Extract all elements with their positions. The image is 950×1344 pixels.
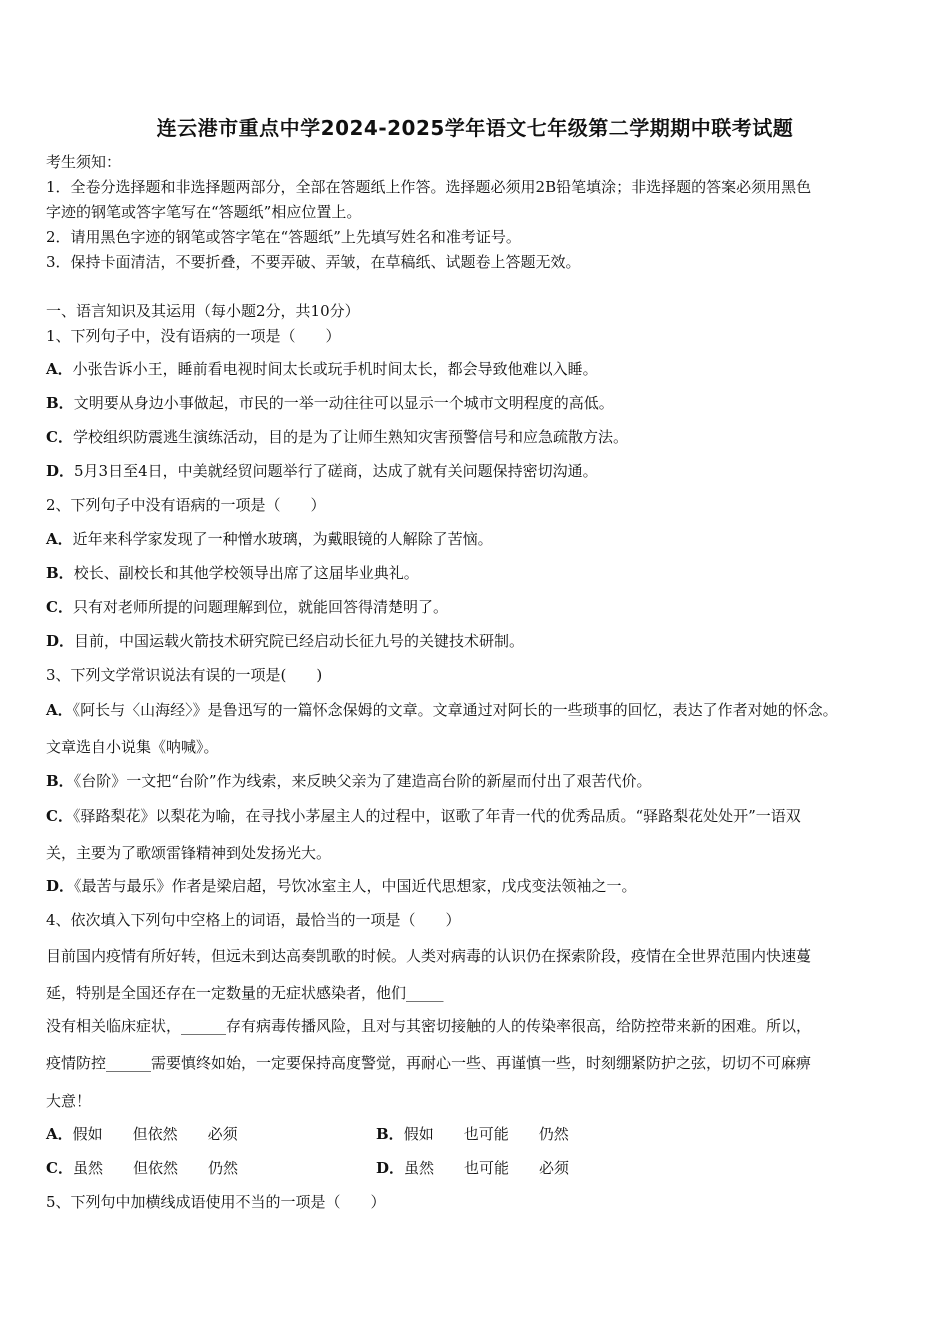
option-text: 《驿路梨花》以梨花为喻，在寻找小茅屋主人的过程中，讴歌了年青一代的优秀品质。“驿路梨花处处开”一语双 [72, 807, 801, 825]
option-label: A． [46, 360, 73, 378]
question-3-stem: 3、下列文学常识说法有误的一项是( ) [46, 666, 323, 684]
option-text: 《阿长与〈山海经〉》是鲁迅写的一篇怀念保姆的文章。文章通过对阿长的一些琐事的回忆，表达了作者对她的怀念。 [72, 701, 838, 719]
option-text: 目前，中国运载火箭技术研究院已经启动长征九号的关键技术研制。 [74, 632, 525, 650]
question-4-option-a [46, 1124, 238, 1144]
option-text: 只有对老师所提的问题理解到位，就能回答得清楚明了。 [72, 598, 448, 616]
option-label: A． [46, 530, 73, 548]
option-label: C． [46, 428, 73, 446]
question-2-option-b [46, 563, 419, 583]
option-text: 学校组织防震逃生演练活动，目的是为了让师生熟知灾害预警信号和应急疏散方法。 [72, 428, 628, 446]
option-label: B． [46, 772, 74, 790]
question-3-option-a [46, 700, 838, 720]
question-4-passage-line-2: 延，特别是全国还存在一定数量的无症状感染者，他们_____ [46, 984, 444, 1002]
question-1-stem: 1、下列句子中，没有语病的一项是（ ） [46, 327, 341, 345]
question-4-stem: 4、依次填入下列句中空格上的词语，最恰当的一项是（ ） [46, 911, 461, 929]
option-text: 近年来科学家发现了一种憎水玻璃，为戴眼镜的人解除了苦恼。 [72, 530, 493, 548]
notice-line-2: 字迹的钢笔或答字笔写在“答题纸”相应位置上。 [46, 203, 362, 221]
question-3-option-c-cont: 关，主要为了歌颂雷锋精神到处发扬光大。 [46, 844, 332, 862]
question-3-option-b [46, 771, 652, 791]
notice-heading: 考生须知： [46, 153, 122, 171]
option-word: 必须 [207, 1125, 238, 1143]
option-label: C． [46, 598, 73, 616]
option-text: 《最苦与最乐》作者是梁启超，号饮冰室主人，中国近代思想家，戊戌变法领袖之一。 [74, 877, 637, 895]
option-word: 虽然 [404, 1159, 435, 1177]
question-3-option-c [46, 806, 801, 826]
option-word: 仍然 [538, 1125, 569, 1143]
section-heading: 一、语言知识及其运用（每小题2分，共10分） [46, 302, 360, 320]
option-label: B． [376, 1125, 404, 1143]
exam-title: 连云港市重点中学2024-2025学年语文七年级第二学期期中联考试题 [156, 116, 794, 140]
question-2-option-a [46, 529, 493, 549]
option-word: 假如 [403, 1125, 434, 1143]
question-4-passage-line-1: 目前国内疫情有所好转，但远未到达高奏凯歌的时候。人类对病毒的认识仍在探索阶段，疫情在全世界范围内快速蔓 [46, 947, 812, 965]
option-word: 但依然 [132, 1125, 178, 1143]
question-2-option-d [46, 631, 524, 651]
option-text: 文明要从身边小事做起，市民的一举一动往往可以显示一个城市文明程度的高低。 [73, 394, 614, 412]
option-text: 5月3日至4日，中美就经贸问题举行了磋商，达成了就有关问题保持密切沟通。 [74, 462, 598, 480]
option-label: A． [46, 1125, 73, 1143]
option-text: 校长、副校长和其他学校领导出席了这届毕业典礼。 [73, 564, 419, 582]
option-label: B． [46, 394, 74, 412]
option-word: 但依然 [132, 1159, 178, 1177]
option-label: B． [46, 564, 74, 582]
notice-line-3: 2．请用黑色字迹的钢笔或答字笔在“答题纸”上先填写姓名和准考证号。 [46, 228, 521, 246]
option-word: 假如 [72, 1125, 103, 1143]
question-5-stem: 5、下列句中加横线成语使用不当的一项是（ ） [46, 1193, 386, 1211]
option-word: 也可能 [463, 1125, 509, 1143]
notice-line-1: 1．全卷分选择题和非选择题两部分，全部在答题纸上作答。选择题必须用2B铅笔填涂；非选择题的答案必须用黑色 [46, 178, 812, 196]
question-1-option-a [46, 359, 598, 379]
option-text: 《台阶》一文把“台阶”作为线索，来反映父亲为了建造高台阶的新屋而付出了艰苦代价。 [73, 772, 652, 790]
option-label: C． [46, 1159, 73, 1177]
option-word: 也可能 [464, 1159, 510, 1177]
question-2-stem: 2、下列句子中没有语病的一项是（ ） [46, 496, 326, 514]
option-text: 小张告诉小王，睡前看电视时间太长或玩手机时间太长，都会导致他难以入睡。 [72, 360, 598, 378]
question-4-passage-line-4: 疫情防控______需要慎终如始，一定要保持高度警觉，再耐心一些、再谨慎一些，时刻绷紧防护之弦，切切不可麻痹 [46, 1054, 812, 1072]
option-label: A． [46, 701, 73, 719]
question-4-passage-line-3: 没有相关临床症状，______存有病毒传播风险，且对与其密切接触的人的传染率很高，给防控带来新的困难。所以， [46, 1017, 812, 1035]
option-word: 虽然 [72, 1159, 103, 1177]
question-1-option-d [46, 461, 598, 481]
option-word: 必须 [539, 1159, 570, 1177]
option-label: C． [46, 807, 73, 825]
question-3-option-a-cont: 文章选自小说集《呐喊》。 [46, 738, 219, 756]
question-4-option-c [46, 1158, 238, 1178]
option-label: D． [46, 462, 75, 480]
question-2-option-c [46, 597, 448, 617]
question-4-passage-line-5: 大意！ [46, 1092, 92, 1110]
option-label: D． [376, 1159, 405, 1177]
option-label: D． [46, 877, 75, 895]
question-4-option-d [376, 1158, 569, 1178]
question-4-option-b [376, 1124, 569, 1144]
option-word: 仍然 [207, 1159, 238, 1177]
question-1-option-b [46, 393, 614, 413]
notice-line-4: 3．保持卡面清洁，不要折叠，不要弄破、弄皱，在草稿纸、试题卷上答题无效。 [46, 253, 581, 271]
option-label: D． [46, 632, 75, 650]
question-1-option-c [46, 427, 628, 447]
question-3-option-d [46, 876, 637, 896]
